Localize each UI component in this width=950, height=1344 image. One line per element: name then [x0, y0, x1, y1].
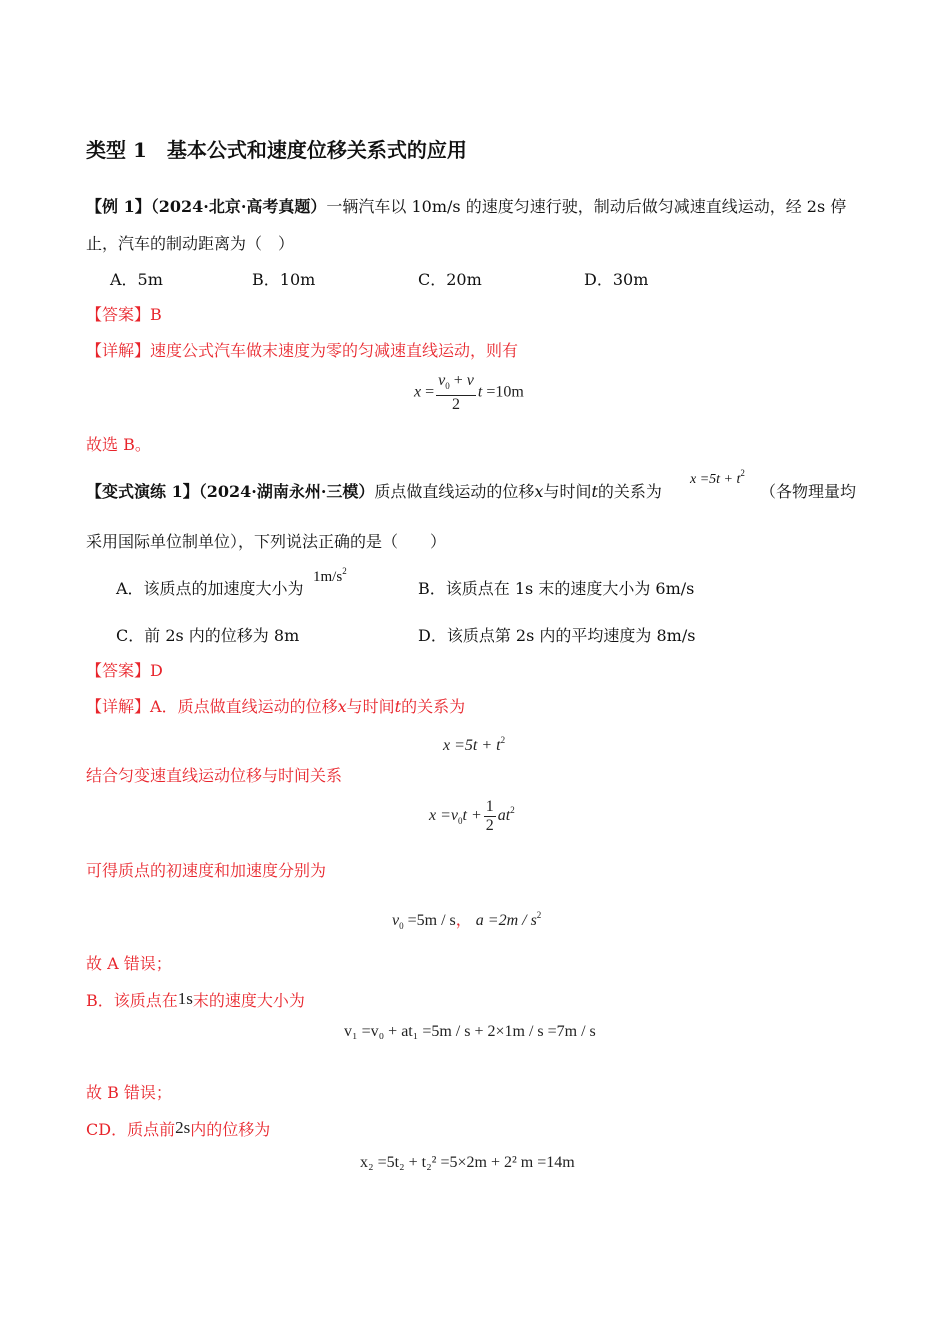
variant1-eq4: v₁ =v₀ + at₁ =5m / s + 2×1m / s =7m / s: [344, 1023, 596, 1040]
variant1-question-line2: 采用国际单位制单位），下列说法正确的是（ ）: [86, 532, 447, 551]
variant1-option-c: C．前 2s 内的位移为 8m: [116, 626, 300, 645]
example1-question-line2: 止，汽车的制动距离为（ ）: [86, 234, 295, 253]
example1-answer: [86, 305, 162, 325]
example1-source: （2024·北京·高考真题）: [150, 197, 327, 216]
example1-formula: x = $\frac{v_0 + v}{2}$ t =10m: [414, 372, 524, 413]
detail-text: 速度公式汽车做末速度为零的匀减速直线运动，则有: [150, 341, 519, 360]
variant1-question: 【变式演练 1】（2024·湖南永州·三模）质点做直线运动的位移x与时间t的关系为: [86, 482, 662, 501]
variant1-cd-detail: CD．质点前2s内的位移为: [86, 1118, 271, 1139]
variant1-b-wrong: 故 B 错误；: [86, 1083, 172, 1102]
example1-option-a: A．5m: [110, 270, 163, 289]
variant1-eq1: $x =5t + t^2$: [443, 735, 506, 754]
example1-question: [86, 197, 846, 217]
variant1-eq5: x₂ =5t₂ + t₂² =5×2m + 2² m =14m: [360, 1154, 575, 1171]
variant1-question-tail: （各物理量均: [760, 482, 857, 501]
variant1-relation: $x =5t + t^2$: [690, 468, 745, 487]
section-title: 类型 1 基本公式和速度位移关系式的应用: [86, 138, 467, 162]
variant1-source: （2024·湖南永州·三模）: [198, 482, 375, 501]
variant1-option-a: A．该质点的加速度大小为: [116, 579, 304, 598]
variant1-answer: 【答案】D: [86, 661, 163, 680]
answer-value: B: [150, 305, 162, 324]
example1-detail: [86, 341, 518, 361]
answer-label: 【答案】: [86, 305, 151, 324]
variant1-b-detail: B．该质点在1s末的速度大小为: [86, 989, 305, 1010]
variant1-tag: 【变式演练 1】: [86, 482, 199, 501]
detail-label: 【详解】: [86, 341, 151, 360]
variant1-option-a-value: $1m/s^2$: [313, 566, 347, 585]
example1-option-d: D．30m: [584, 270, 649, 289]
variant1-detail: 【详解】A．质点做直线运动的位移x与时间t的关系为: [86, 697, 466, 716]
variant1-a-wrong: 故 A 错误；: [86, 954, 172, 973]
example1-conclusion: 故选 B。: [86, 435, 151, 454]
variant1-option-b: B．该质点在 1s 末的速度大小为 6m/s: [418, 579, 695, 598]
variant1-option-d: D．该质点第 2s 内的平均速度为 8m/s: [418, 626, 696, 645]
example1-tag: 【例 1】: [86, 197, 151, 216]
example1-question-line1: 一辆汽车以 10m/s 的速度匀速行驶，制动后做匀减速直线运动，经 2s 停: [326, 197, 847, 216]
variant1-text-get: 可得质点的初速度和加速度分别为: [86, 861, 327, 880]
example1-option-c: C．20m: [418, 270, 482, 289]
variant1-eq2: $x =v_0t$ + $\frac{1}{2}$ $at^2$: [429, 798, 515, 834]
example1-option-b: B．10m: [252, 270, 316, 289]
variant1-eq3: $v_0 =5m / s$， $a =2m / s^2$: [392, 910, 542, 931]
variant1-text-combine: 结合匀变速直线运动位移与时间关系: [86, 766, 343, 785]
